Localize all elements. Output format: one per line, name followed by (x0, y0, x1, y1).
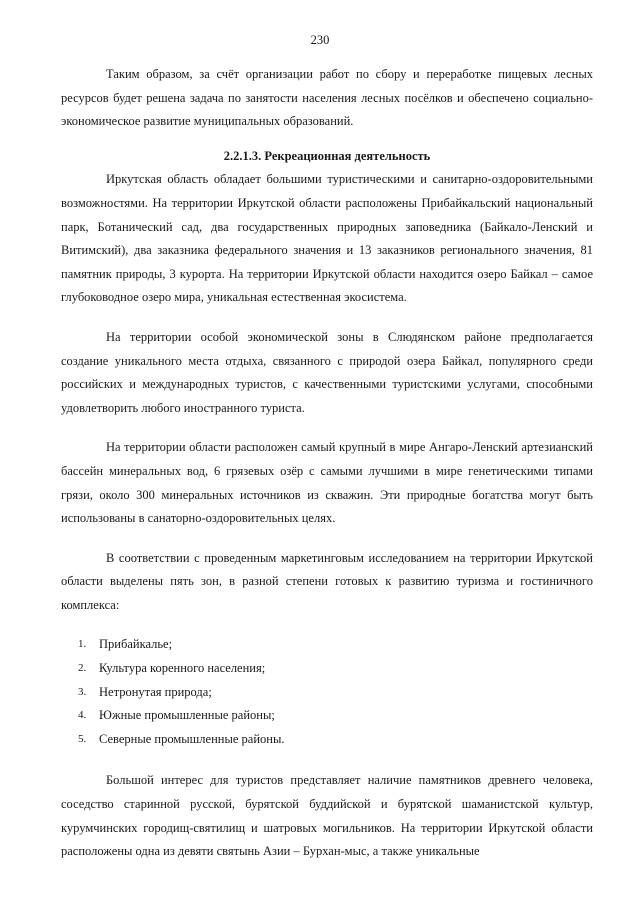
list-item-number: 5. (78, 732, 87, 745)
list-item-text: Прибайкалье; (99, 637, 173, 652)
zones-list (61, 633, 593, 751)
list-item (61, 704, 593, 728)
list-item (61, 728, 593, 752)
list-item-text: Южные промышленные районы; (99, 708, 275, 723)
list-item (61, 657, 593, 681)
list-item-number: 3. (78, 685, 87, 698)
paragraph-special-economic-zone: На территории особой экономической зоны в Слюдянском районе предполагается создание уникального места отдыха, связанного с природой озера Байкал, популярного среди российских и международных туристов, с качественными туристскими услугами, способными удовлетворить любого иностранного туриста. (61, 329, 593, 415)
paragraph-cultural-heritage: Большой интерес для туристов представляет наличие памятников древнего человека, соседство старинной русской, бурятской буддийской и бурятской шаманистской культур, курумчинских городищ-святилищ и шатровых могильников. На территории Иркутской области расположены одна из девяти святынь Азии – Бурхан-мыс, а также уникальные (61, 773, 593, 859)
list-item-text: Северные промышленные районы. (99, 731, 285, 746)
list-item-text: Нетронутая природа; (99, 684, 212, 699)
paragraph-mineral-waters: На территории области расположен самый крупный в мире Ангаро-Ленский артезианский бассейн минеральных вод, 6 грязевых озёр с самыми лучшими в мире генетическими типами грязи, около 300 минеральных источников из скважин. Эти природные богатства могут быть использованы в санаторно-оздоровительных целях. (61, 440, 593, 526)
list-item-number: 4. (78, 709, 87, 722)
list-item (61, 633, 593, 657)
document-body (61, 63, 593, 864)
paragraph-food-resources: Таким образом, за счёт организации работ по сбору и переработке пищевых лесных ресурсов будет решена задача по занятости населения лесных посёлков и обеспечено социально-экономическое развитие муниципальных образований. (61, 67, 593, 129)
list-item-number: 1. (78, 638, 87, 651)
list-item-text: Культура коренного населения; (99, 661, 266, 676)
section-heading: 2.2.1.3. Рекреационная деятельность (223, 148, 431, 163)
paragraph-recreation-capabilities: Иркутская область обладает большими туристическими и санитарно-оздоровительными возможностями. На территории Иркутской области расположены Прибайкальский национальный парк, Ботанический сад, два государственных природных заповедника (Байкало-Ленский и Витимский), два заказника федерального значения и 13 заказников регионального значения, 81 памятник природы, 3 курорта. На территории Иркутской области находится озеро Байкал – самое глубоководное озеро мира, уникальная естественная экосистема. (61, 172, 593, 305)
paragraph-tourism-zones: В соответствии с проведенным маркетинговым исследованием на территории Иркутской области выделены пять зон, в разной степени готовых к развитию туризма и гостиничного комплекса: (61, 550, 593, 612)
list-item-number: 2. (78, 662, 87, 675)
list-item (61, 681, 593, 705)
zones-list-wrapper (61, 633, 593, 751)
page-number: 230 (310, 33, 330, 47)
